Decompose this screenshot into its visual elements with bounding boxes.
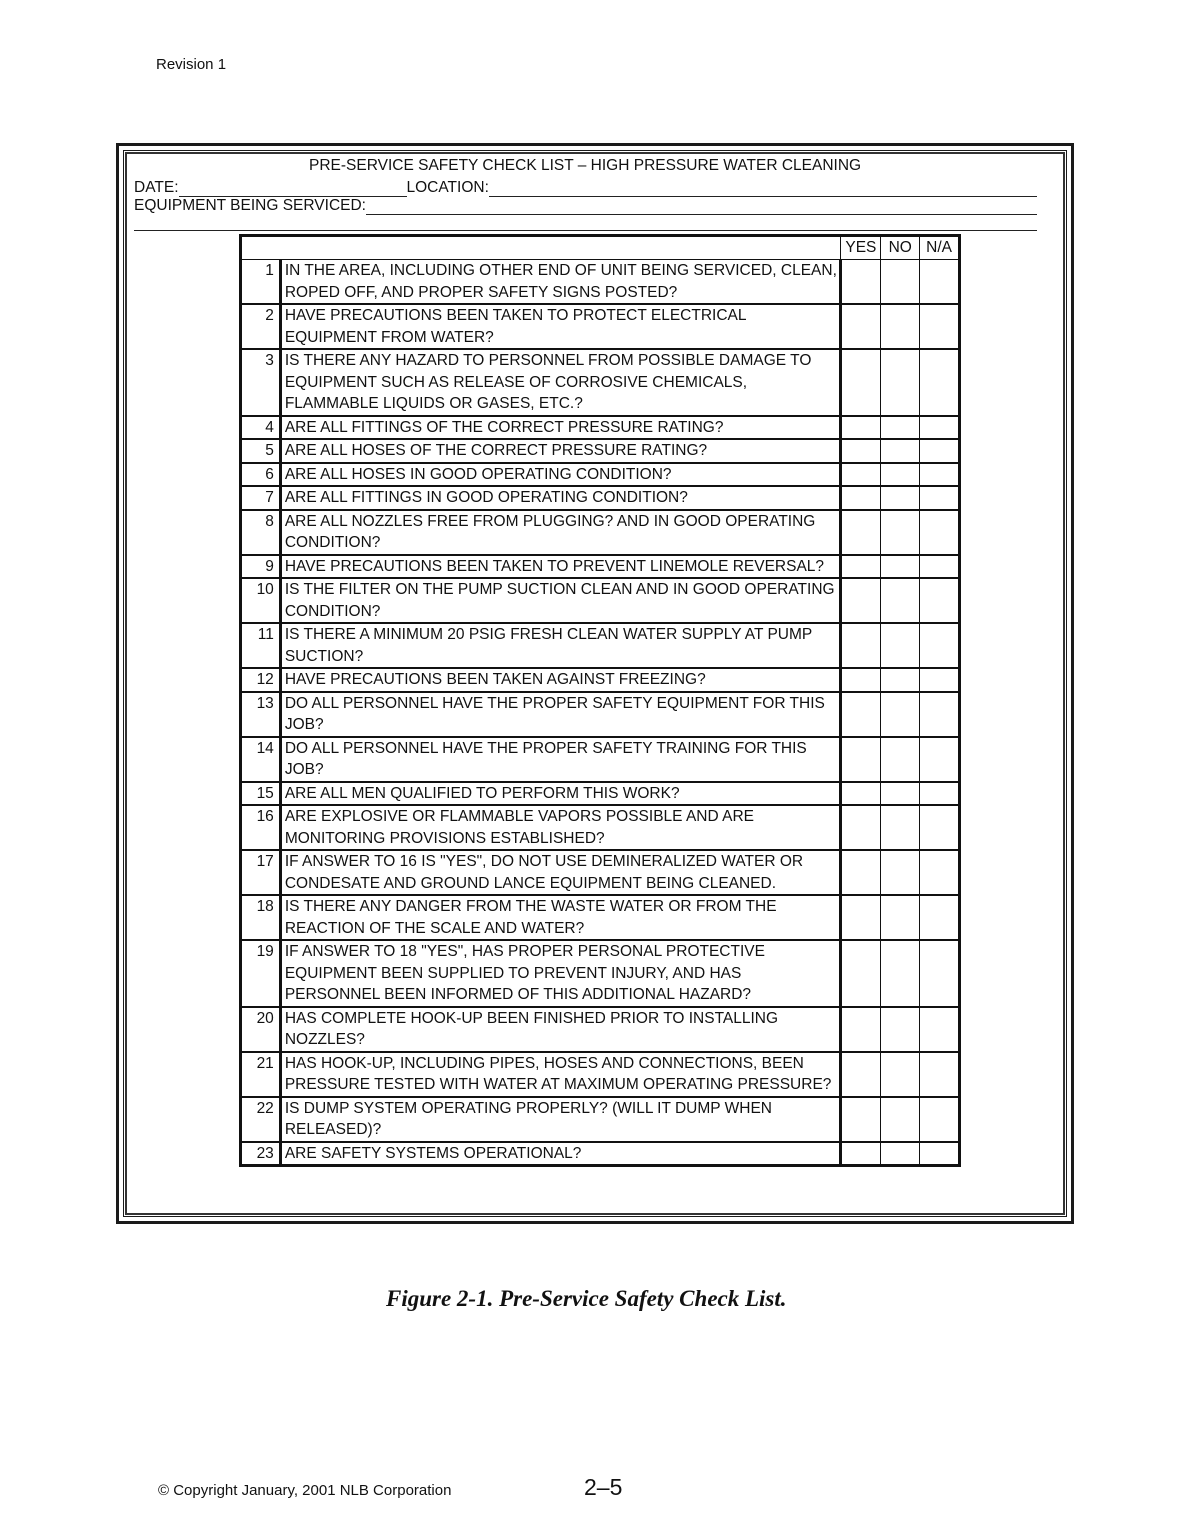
na-checkbox-cell[interactable] bbox=[920, 805, 960, 850]
item-number: 4 bbox=[241, 416, 281, 440]
yes-checkbox-cell[interactable] bbox=[841, 782, 881, 806]
table-row bbox=[241, 349, 960, 416]
no-checkbox-cell[interactable] bbox=[881, 692, 920, 737]
checklist-frame bbox=[116, 143, 1074, 1224]
na-checkbox-cell[interactable] bbox=[920, 623, 960, 668]
na-checkbox-cell[interactable] bbox=[920, 439, 960, 463]
item-question: IS THE FILTER ON THE PUMP SUCTION CLEAN AND IN GOOD OPERATING CONDITION? bbox=[280, 578, 841, 623]
item-number: 17 bbox=[241, 850, 281, 895]
copyright: © Copyright January, 2001 NLB Corporation bbox=[158, 1482, 452, 1499]
item-question: IS DUMP SYSTEM OPERATING PROPERLY? (WILL IT DUMP WHEN RELEASED)? bbox=[280, 1097, 841, 1142]
table-row bbox=[241, 940, 960, 1007]
yes-checkbox-cell[interactable] bbox=[841, 623, 881, 668]
table-row bbox=[241, 439, 960, 463]
item-number: 15 bbox=[241, 782, 281, 806]
na-checkbox-cell[interactable] bbox=[920, 304, 960, 349]
yes-checkbox-cell[interactable] bbox=[841, 260, 881, 305]
yes-checkbox-cell[interactable] bbox=[841, 805, 881, 850]
table-row bbox=[241, 623, 960, 668]
table-row bbox=[241, 486, 960, 510]
yes-checkbox-cell[interactable] bbox=[841, 668, 881, 692]
item-question: IN THE AREA, INCLUDING OTHER END OF UNIT BEING SERVICED, CLEAN, ROPED OFF, AND PROPER SAFETY SIGNS POSTED? bbox=[280, 260, 841, 305]
location-field[interactable] bbox=[489, 182, 1037, 197]
item-number: 12 bbox=[241, 668, 281, 692]
page-number: 2–5 bbox=[584, 1474, 623, 1500]
na-checkbox-cell[interactable] bbox=[920, 692, 960, 737]
divider bbox=[134, 230, 1037, 231]
no-checkbox-cell[interactable] bbox=[881, 895, 920, 940]
table-row bbox=[241, 416, 960, 440]
figure-caption: Figure 2-1. Pre-Service Safety Check List. bbox=[386, 1286, 787, 1311]
item-number: 22 bbox=[241, 1097, 281, 1142]
form-title: PRE-SERVICE SAFETY CHECK LIST – HIGH PRESSURE WATER CLEANING bbox=[309, 157, 862, 174]
no-checkbox-cell[interactable] bbox=[881, 805, 920, 850]
item-question: ARE ALL MEN QUALIFIED TO PERFORM THIS WORK? bbox=[280, 782, 841, 806]
yes-checkbox-cell[interactable] bbox=[841, 1142, 881, 1166]
yes-checkbox-cell[interactable] bbox=[841, 737, 881, 782]
no-checkbox-cell[interactable] bbox=[881, 782, 920, 806]
no-checkbox-cell[interactable] bbox=[881, 439, 920, 463]
yes-checkbox-cell[interactable] bbox=[841, 439, 881, 463]
yes-checkbox-cell[interactable] bbox=[841, 692, 881, 737]
item-question: ARE ALL NOZZLES FREE FROM PLUGGING? AND IN GOOD OPERATING CONDITION? bbox=[280, 510, 841, 555]
item-number: 5 bbox=[241, 439, 281, 463]
table-row bbox=[241, 692, 960, 737]
table-row bbox=[241, 578, 960, 623]
table-row bbox=[241, 260, 960, 305]
table-row bbox=[241, 805, 960, 850]
table-row bbox=[241, 668, 960, 692]
table-row bbox=[241, 895, 960, 940]
item-question: ARE ALL HOSES OF THE CORRECT PRESSURE RATING? bbox=[280, 439, 841, 463]
yes-checkbox-cell[interactable] bbox=[841, 578, 881, 623]
no-checkbox-cell[interactable] bbox=[881, 304, 920, 349]
column-yes: YES bbox=[841, 236, 881, 260]
no-checkbox-cell[interactable] bbox=[881, 623, 920, 668]
na-checkbox-cell[interactable] bbox=[920, 668, 960, 692]
no-checkbox-cell[interactable] bbox=[881, 260, 920, 305]
equipment-label: EQUIPMENT BEING SERVICED: bbox=[134, 197, 366, 214]
na-checkbox-cell[interactable] bbox=[920, 782, 960, 806]
item-question: DO ALL PERSONNEL HAVE THE PROPER SAFETY EQUIPMENT FOR THIS JOB? bbox=[280, 692, 841, 737]
table-row bbox=[241, 304, 960, 349]
na-checkbox-cell[interactable] bbox=[920, 737, 960, 782]
no-checkbox-cell[interactable] bbox=[881, 1052, 920, 1097]
date-location-line bbox=[134, 179, 1037, 197]
location-label: LOCATION: bbox=[406, 179, 489, 196]
item-question: ARE ALL FITTINGS IN GOOD OPERATING CONDITION? bbox=[280, 486, 841, 510]
checklist-rows bbox=[241, 260, 960, 1166]
no-checkbox-cell[interactable] bbox=[881, 510, 920, 555]
item-number: 6 bbox=[241, 463, 281, 487]
table-row bbox=[241, 850, 960, 895]
na-checkbox-cell[interactable] bbox=[920, 578, 960, 623]
table-row bbox=[241, 1052, 960, 1097]
item-number: 1 bbox=[241, 260, 281, 305]
yes-checkbox-cell[interactable] bbox=[841, 895, 881, 940]
na-checkbox-cell[interactable] bbox=[920, 1052, 960, 1097]
item-number: 13 bbox=[241, 692, 281, 737]
item-question: HAVE PRECAUTIONS BEEN TAKEN TO PROTECT ELECTRICAL EQUIPMENT FROM WATER? bbox=[280, 304, 841, 349]
no-checkbox-cell[interactable] bbox=[881, 1142, 920, 1166]
na-checkbox-cell[interactable] bbox=[920, 1097, 960, 1142]
item-question: IF ANSWER TO 18 "YES", HAS PROPER PERSONAL PROTECTIVE EQUIPMENT BEEN SUPPLIED TO PREVENT INJURY, AND HAS PERSONNEL BEEN INFORMED OF THIS ADDITIONAL HAZARD? bbox=[280, 940, 841, 1007]
item-question: IS THERE A MINIMUM 20 PSIG FRESH CLEAN WATER SUPPLY AT PUMP SUCTION? bbox=[280, 623, 841, 668]
item-question: ARE ALL FITTINGS OF THE CORRECT PRESSURE RATING? bbox=[280, 416, 841, 440]
equipment-field[interactable] bbox=[366, 200, 1037, 215]
item-question: ARE EXPLOSIVE OR FLAMMABLE VAPORS POSSIBLE AND ARE MONITORING PROVISIONS ESTABLISHED? bbox=[280, 805, 841, 850]
no-checkbox-cell[interactable] bbox=[881, 578, 920, 623]
no-checkbox-cell[interactable] bbox=[881, 463, 920, 487]
date-field[interactable] bbox=[179, 182, 407, 197]
column-no: NO bbox=[881, 236, 920, 260]
item-number: 23 bbox=[241, 1142, 281, 1166]
date-label: DATE: bbox=[134, 179, 179, 196]
item-number: 9 bbox=[241, 555, 281, 579]
item-question: ARE ALL HOSES IN GOOD OPERATING CONDITION? bbox=[280, 463, 841, 487]
yes-checkbox-cell[interactable] bbox=[841, 349, 881, 416]
equipment-line bbox=[134, 197, 1037, 215]
item-number: 8 bbox=[241, 510, 281, 555]
checklist-table bbox=[239, 234, 961, 1167]
item-number: 16 bbox=[241, 805, 281, 850]
header-blank bbox=[241, 236, 841, 260]
na-checkbox-cell[interactable] bbox=[920, 1142, 960, 1166]
na-checkbox-cell[interactable] bbox=[920, 349, 960, 416]
item-number: 19 bbox=[241, 940, 281, 1007]
item-number: 10 bbox=[241, 578, 281, 623]
yes-checkbox-cell[interactable] bbox=[841, 555, 881, 579]
yes-checkbox-cell[interactable] bbox=[841, 463, 881, 487]
no-checkbox-cell[interactable] bbox=[881, 349, 920, 416]
yes-checkbox-cell[interactable] bbox=[841, 304, 881, 349]
item-question: HAS COMPLETE HOOK-UP BEEN FINISHED PRIOR TO INSTALLING NOZZLES? bbox=[280, 1007, 841, 1052]
yes-checkbox-cell[interactable] bbox=[841, 850, 881, 895]
na-checkbox-cell[interactable] bbox=[920, 850, 960, 895]
yes-checkbox-cell[interactable] bbox=[841, 416, 881, 440]
table-row bbox=[241, 463, 960, 487]
item-question: IF ANSWER TO 16 IS "YES", DO NOT USE DEMINERALIZED WATER OR CONDESATE AND GROUND LANCE EQUIPMENT BEING CLEANED. bbox=[280, 850, 841, 895]
column-na: N/A bbox=[920, 236, 960, 260]
item-number: 20 bbox=[241, 1007, 281, 1052]
item-question: IS THERE ANY HAZARD TO PERSONNEL FROM POSSIBLE DAMAGE TO EQUIPMENT SUCH AS RELEASE OF CORROSIVE CHEMICALS, FLAMMABLE LIQUIDS OR GASES, ETC.? bbox=[280, 349, 841, 416]
yes-checkbox-cell[interactable] bbox=[841, 940, 881, 1007]
item-number: 21 bbox=[241, 1052, 281, 1097]
item-question: DO ALL PERSONNEL HAVE THE PROPER SAFETY TRAINING FOR THIS JOB? bbox=[280, 737, 841, 782]
na-checkbox-cell[interactable] bbox=[920, 1007, 960, 1052]
na-checkbox-cell[interactable] bbox=[920, 463, 960, 487]
table-row bbox=[241, 737, 960, 782]
revision-label: Revision 1 bbox=[156, 56, 227, 73]
na-checkbox-cell[interactable] bbox=[920, 555, 960, 579]
item-question: HAVE PRECAUTIONS BEEN TAKEN AGAINST FREEZING? bbox=[280, 668, 841, 692]
yes-checkbox-cell[interactable] bbox=[841, 1052, 881, 1097]
item-number: 18 bbox=[241, 895, 281, 940]
na-checkbox-cell[interactable] bbox=[920, 486, 960, 510]
item-question: IS THERE ANY DANGER FROM THE WASTE WATER OR FROM THE REACTION OF THE SCALE AND WATER? bbox=[280, 895, 841, 940]
no-checkbox-cell[interactable] bbox=[881, 668, 920, 692]
table-row bbox=[241, 1142, 960, 1166]
na-checkbox-cell[interactable] bbox=[920, 940, 960, 1007]
yes-checkbox-cell[interactable] bbox=[841, 1097, 881, 1142]
item-number: 2 bbox=[241, 304, 281, 349]
item-number: 3 bbox=[241, 349, 281, 416]
na-checkbox-cell[interactable] bbox=[920, 510, 960, 555]
table-row bbox=[241, 782, 960, 806]
table-header-row bbox=[241, 236, 960, 260]
table-row bbox=[241, 555, 960, 579]
item-number: 11 bbox=[241, 623, 281, 668]
yes-checkbox-cell[interactable] bbox=[841, 1007, 881, 1052]
na-checkbox-cell[interactable] bbox=[920, 895, 960, 940]
item-question: ARE SAFETY SYSTEMS OPERATIONAL? bbox=[280, 1142, 841, 1166]
no-checkbox-cell[interactable] bbox=[881, 555, 920, 579]
item-question: HAS HOOK-UP, INCLUDING PIPES, HOSES AND CONNECTIONS, BEEN PRESSURE TESTED WITH WATER AT MAXIMUM OPERATING PRESSURE? bbox=[280, 1052, 841, 1097]
yes-checkbox-cell[interactable] bbox=[841, 486, 881, 510]
no-checkbox-cell[interactable] bbox=[881, 940, 920, 1007]
no-checkbox-cell[interactable] bbox=[881, 1007, 920, 1052]
na-checkbox-cell[interactable] bbox=[920, 416, 960, 440]
item-number: 14 bbox=[241, 737, 281, 782]
no-checkbox-cell[interactable] bbox=[881, 486, 920, 510]
no-checkbox-cell[interactable] bbox=[881, 1097, 920, 1142]
table-row bbox=[241, 510, 960, 555]
no-checkbox-cell[interactable] bbox=[881, 737, 920, 782]
table-row bbox=[241, 1097, 960, 1142]
item-question: HAVE PRECAUTIONS BEEN TAKEN TO PREVENT LINEMOLE REVERSAL? bbox=[280, 555, 841, 579]
table-row bbox=[241, 1007, 960, 1052]
yes-checkbox-cell[interactable] bbox=[841, 510, 881, 555]
item-number: 7 bbox=[241, 486, 281, 510]
na-checkbox-cell[interactable] bbox=[920, 260, 960, 305]
no-checkbox-cell[interactable] bbox=[881, 416, 920, 440]
no-checkbox-cell[interactable] bbox=[881, 850, 920, 895]
